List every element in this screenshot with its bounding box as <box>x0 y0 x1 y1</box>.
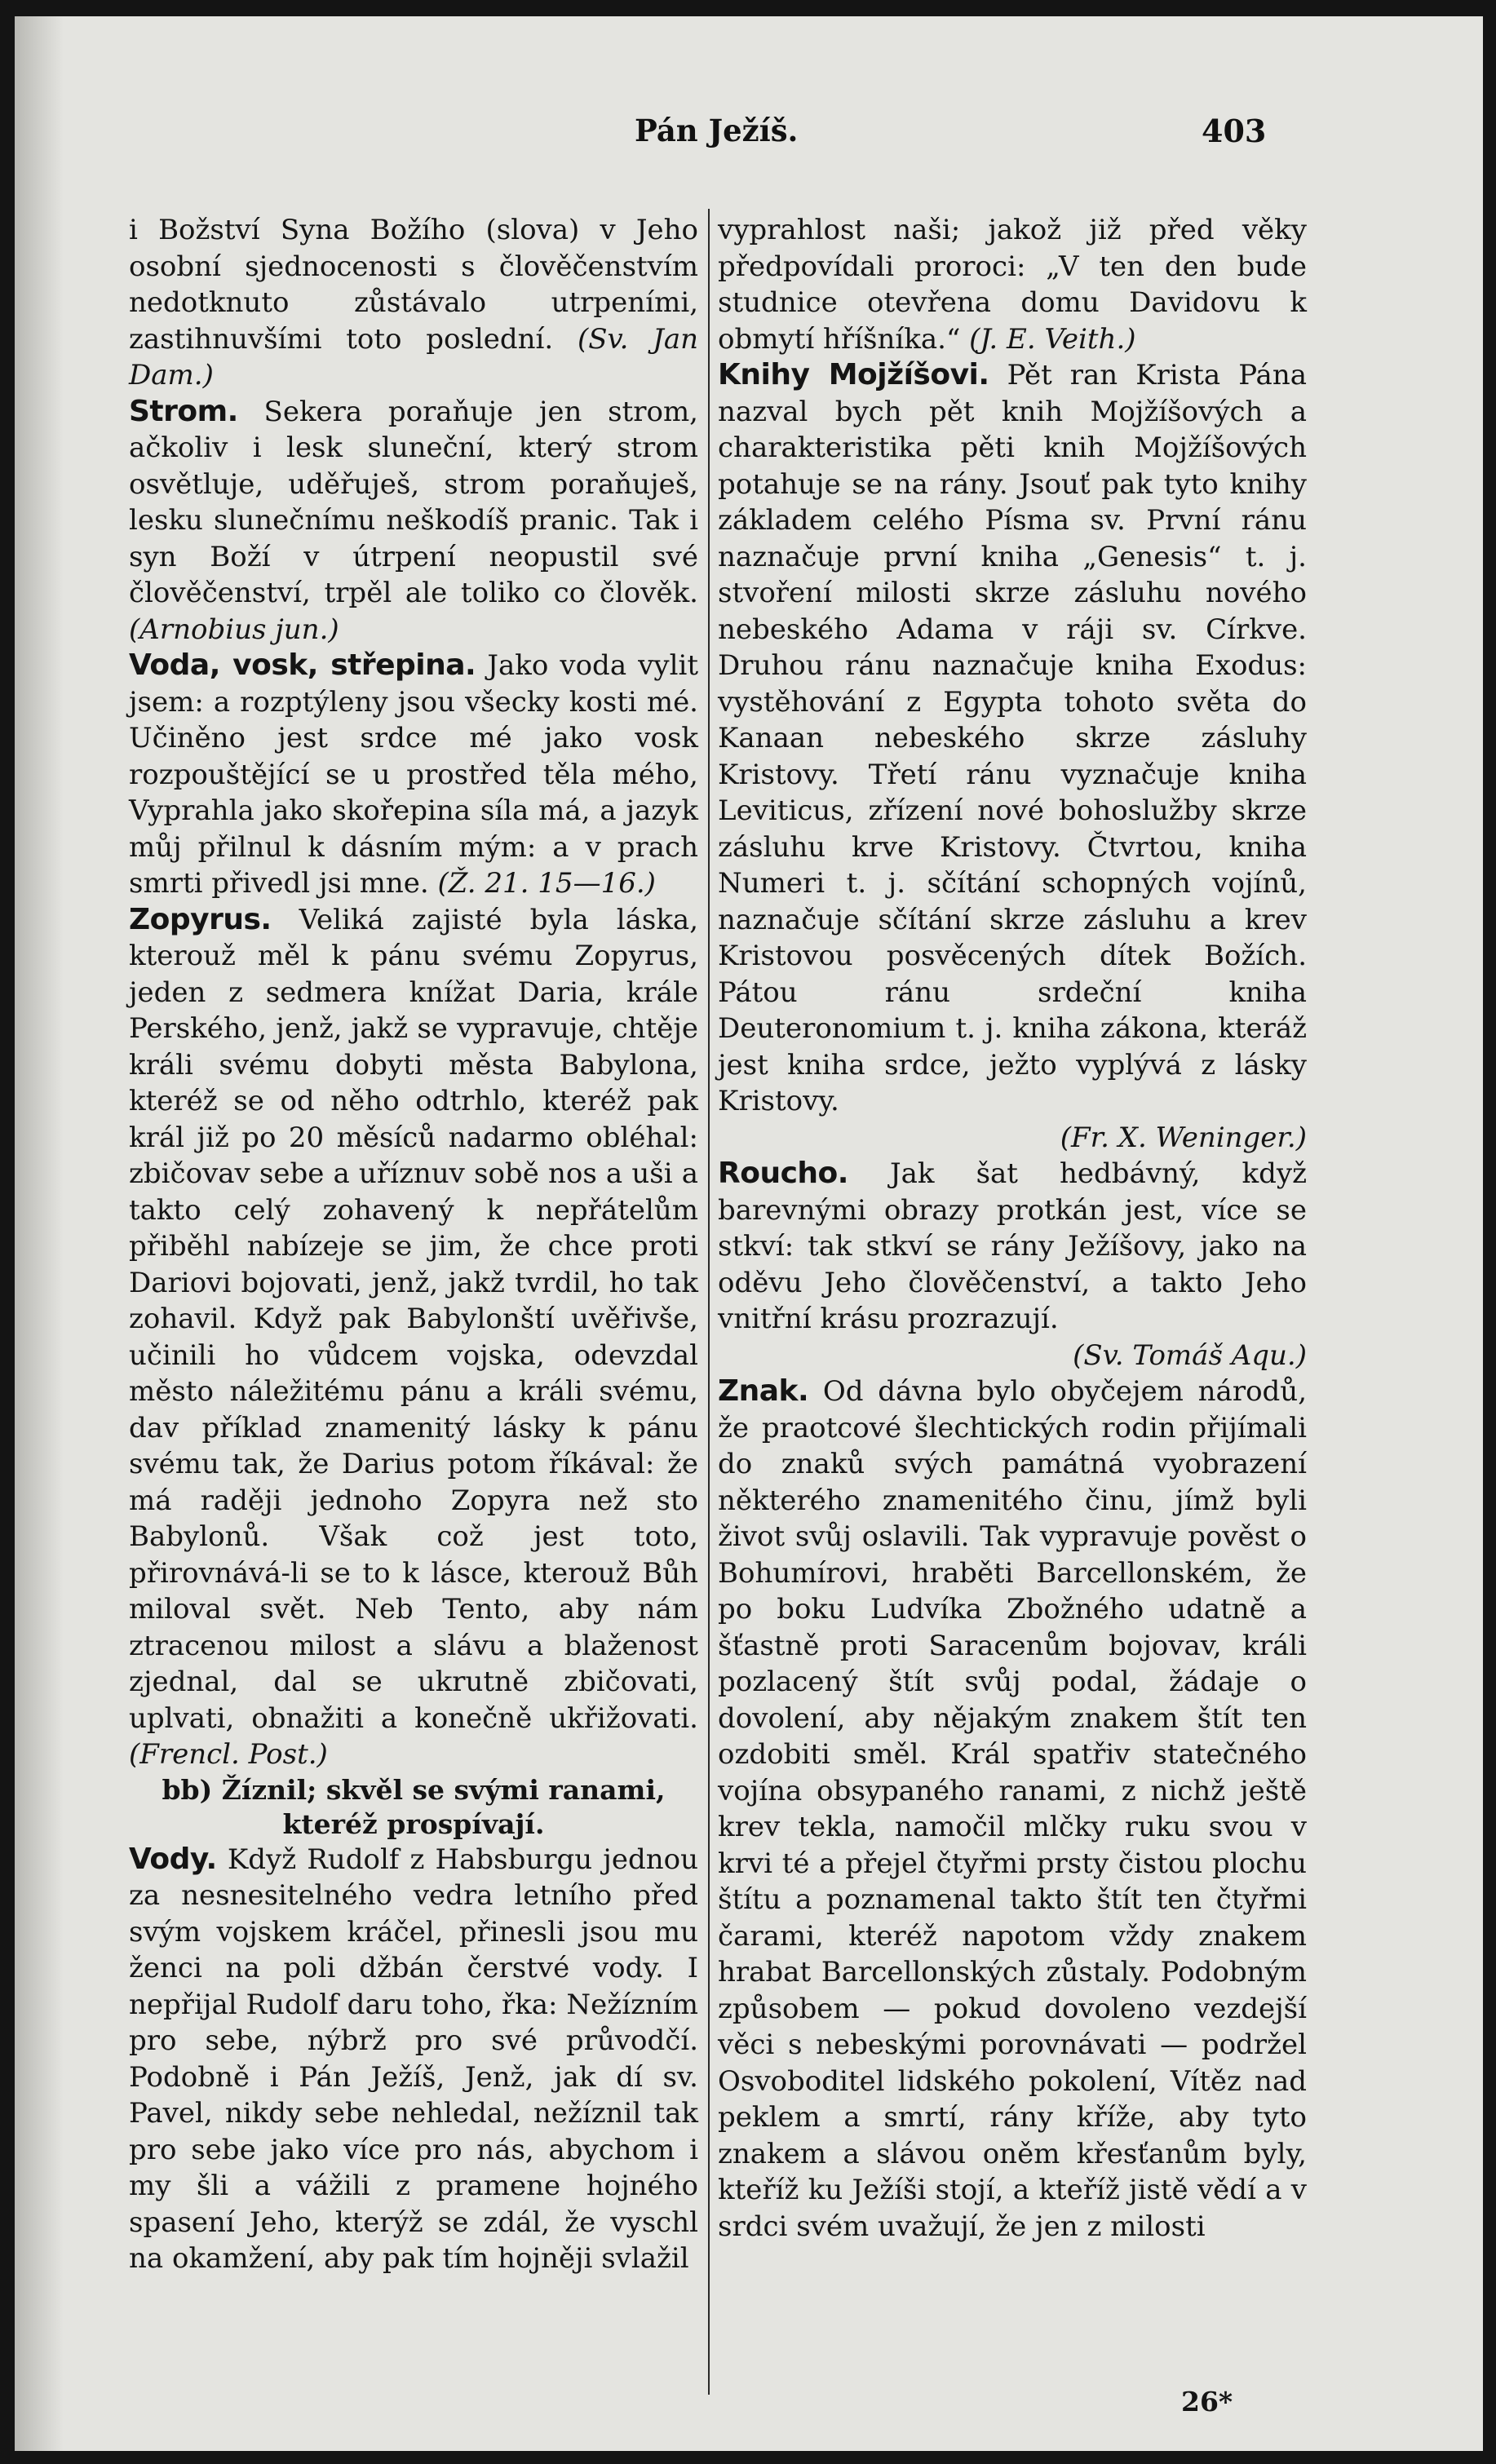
continuation-text: vyprahlost naši; jakož již před věky předpovídali proroci: „V ten den bude studnice otevřena domu Davidovu k obmytí hříšníka.“ <box>718 214 1307 356</box>
printer-signature: 26* <box>1181 2386 1233 2418</box>
entry-text: Jako voda vylit jsem: a rozptýleny jsou všecky kosti mé. Učiněno jest srdce mé jako vosk rozpouštějící se u prostřed těla mého, Vyprahla jako skořepina síla má, a jazyk můj přilnul k dásním mým: a v prach smrti přivedl jsi mne. <box>129 649 698 900</box>
continuation-citation: (J. E. Veith.) <box>969 322 1136 356</box>
entry-keyword: Zopyrus. <box>129 902 272 936</box>
entry-keyword: Strom. <box>129 394 238 428</box>
section-subheading: bb) Žíznil; skvěl se svými ranami, kteréž prospívají. <box>162 1773 666 1840</box>
intro-citation: (Sv. Jan Dam.) <box>129 322 698 391</box>
page-number: 403 <box>1202 113 1267 149</box>
entry-vody <box>129 1842 698 2277</box>
entry-text: Pět ran Krista Pána nazval bych pět knih Mojžíšových a charakteristika pěti knih Mojžíšových potahuje se na rány. Jsouť pak tyto knihy základem celého Písma sv. První ránu naznačuje první kniha „Genesis“ t. j. stvoření milosti skrze zásluhu nového nebeského Adama v ráji sv. Církve. Druhou ránu naznačuje kniha Exodus: vystěhování z Egypta tohoto světa do Kanaan nebeského skrze zásluhy Kristovy. Třetí ránu vyznačuje kniha Leviticus, zřízení nové bohoslužby skrze zásluhu krve Kristovy. Čtvrtou, kniha Numeri t. j. sčítání schopných vojínů, naznačuje sčítání skrze zásluhu a krev Kristovou posvěcených dítek Božích. Pátou ránu srdeční kniha Deuteronomium t. j. kniha zákona, kteráž jest kniha srdce, ježto vyplývá z lásky Kristovy. <box>718 359 1307 1117</box>
entry-citation: (Ž. 21. 15—16.) <box>437 867 656 900</box>
page-header <box>15 113 1483 153</box>
entry-keyword: Voda, vosk, střepina. <box>129 648 476 682</box>
running-title: Pán Ježíš. <box>635 113 799 148</box>
intro-paragraph <box>129 212 698 394</box>
entry-citation: (Sv. Tomáš Aqu.) <box>1073 1338 1307 1372</box>
entry-znak <box>718 1374 1307 2245</box>
entry-text: Od dávna bylo obyčejem národů, že praotcové šlechtických rodin přijímali do znaků svých památná vyobrazení některého znamenitého činu, jímž byli život svůj oslavili. Tak vypravuje pověst o Bohumírovi, hraběti Barcellonském, že po boku Ludvíka Zbožného udatně a šťastně proti Saracenům bojovav, králi pozlacený štít svůj podal, žádaje o dovolení, aby nějakým znakem štít ten ozdobiti směl. Král spatřiv statečného vojína obsypaného ranami, z nichž ještě krev tekla, namočil mlčky ruku svou v krvi té a přejel čtyřmi prsty čistou plochu štítu a poznamenal takto štít ten čtyřmi čarami, kteréž napotom vždy znakem hrabat Barcellonských zůstaly. Podobným způsobem — pokud dovoleno vezdejší věci s nebeskými porovnávati — podržel Osvoboditel lidského pokolení, Vítěz nad peklem a smrtí, rány kříže, aby tyto znakem a slávou oněm křesťanům byly, kteříž ku Ježíši stojí, a kteříž jistě vědí a v srdci svém uvažují, že jen z milosti <box>718 1375 1308 2243</box>
entry-text: Sekera poraňuje jen strom, ačkoliv i lesk sluneční, který strom osvětluje, uděřuješ, strom poraňuješ, lesku slunečnímu neškodíš pranic. Tak i syn Boží v útrpení neopustil své člověčenství, trpěl ale toliko co člověk. <box>129 395 698 609</box>
entry-keyword: Vody. <box>129 1842 217 1876</box>
column-divider <box>708 209 710 2395</box>
entry-text: Veliká zajisté byla láska, kterouž měl k pánu svému Zopyrus, jeden z sedmera knížat Daria, krále Perského, jenž, jakž se vypravuje, chtěje králi svému dobyti města Babylona, kteréž se od něho odtrhlo, kteréž pak král již po 20 měsíců nadarmo obléhal: zbičovav sebe a uříznuv sobě nos a uši a takto celý zohavený k nepřátelům přiběhl nabízeje se jim, že chce proti Dariovi bojovati, jenž, jakž tvrdil, ho tak zohavil. Když pak Babylonští uvěřivše, učinili ho vůdcem vojska, odevzdal město náležitému pánu a králi svému, dav příklad znamenitý lásky k pánu svému tak, že Darius potom říkával: že má raději jednoho Zopyra než sto Babylonů. Však což jest toto, přirovnává-li se to k lásce, kterouž Bůh miloval svět. Neb Tento, aby nám ztracenou milost a slávu a blaženost zjednal, dal se ukrutně zbičovati, uplvati, obnažiti a konečně ukřižovati. <box>129 903 698 1735</box>
left-column <box>129 212 698 2277</box>
book-page <box>15 16 1483 2451</box>
entry-citation: (Arnobius jun.) <box>129 613 339 646</box>
intro-text: i Božství Syna Božího (slova) v Jeho osobní sjednocenosti s člověčenstvím nedotknuto zůstávalo utrpeními, zastihnuvšími toto poslední. <box>129 214 698 356</box>
entry-keyword: Znak. <box>718 1374 809 1408</box>
right-column <box>718 212 1307 2245</box>
entry-keyword: Roucho. <box>718 1157 848 1190</box>
entry-text: Když Rudolf z Habsburgu jednou za nesnesitelného vedra letního před svým vojskem kráčel, přinesli jsou mu ženci na poli džbán čerstvé vody. I nepřijal Rudolf daru toho, řka: Nežízním pro sebe, nýbrž pro své průvodčí. Podobně i Pán Ježíš, Jenž, jak dí sv. Pavel, nikdy sebe nehledal, nežíznil tak pro sebe jako více pro nás, abychom i my šli a vážili z pramene hojného spasení Jeho, kterýž se zdál, že vyschl na okamžení, aby pak tím hojněji svlažil <box>129 1842 698 2275</box>
entry-citation: (Frencl. Post.) <box>129 1738 328 1771</box>
entry-keyword: Knihy Mojžíšovi. <box>718 358 989 391</box>
entry-text: Jak šat hedbávný, když barevnými obrazy protkán jest, více se stkví: tak stkví se rány Ježíšovy, jako na oděvu Jeho člověčenství, a takto Jeho vnitřní krásu prozrazují. <box>718 1157 1307 1335</box>
entry-zopyrus <box>129 902 698 1773</box>
entry-voda <box>129 648 698 902</box>
entry-strom <box>129 394 698 648</box>
entry-citation: (Fr. X. Weninger.) <box>1060 1121 1307 1154</box>
entry-knihy <box>718 357 1307 1156</box>
continuation-paragraph <box>718 212 1307 357</box>
entry-roucho <box>718 1156 1307 1374</box>
